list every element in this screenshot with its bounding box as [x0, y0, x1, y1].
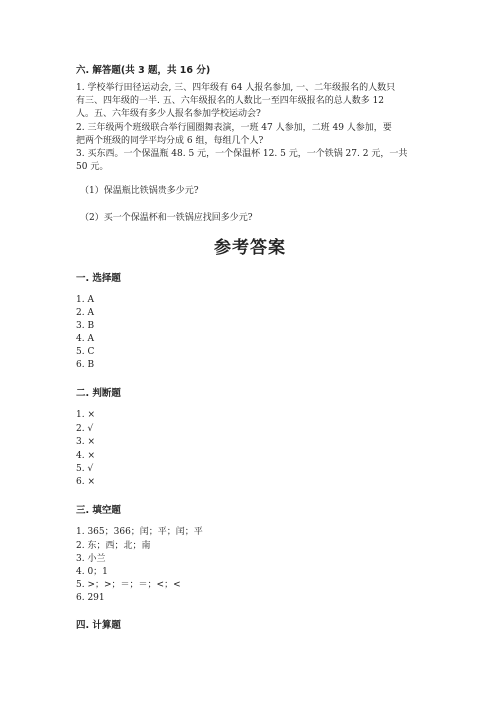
fill-answer: 2. 东；西；北；南 [76, 541, 151, 551]
fill-answer: 3. 小兰 [76, 554, 106, 564]
section6-heading: 六. 解答题(共 3 题，共 16 分) [76, 65, 211, 76]
judge-answer: 6. × [76, 477, 95, 487]
fill-answer: 4. 0；1 [76, 567, 108, 577]
judge-answer: 5. √ [76, 464, 94, 474]
calc-heading: 四. 计算题 [76, 620, 121, 631]
problem-line: 人。五、六年级有多少人报名参加学校运动会? [76, 109, 261, 119]
choice-answer: 3. B [76, 321, 95, 331]
judge-answer: 4. × [76, 451, 95, 461]
problem-line: 1. 学校举行田径运动会, 三、四年级有 64 人报名参加, 一、二年级报名的人数只 [76, 83, 396, 93]
judge-answer: 2. √ [76, 424, 94, 434]
answers-title: 参考答案 [214, 238, 286, 258]
choice-answer: 4. A [76, 334, 94, 344]
judge-answer: 1. × [76, 410, 95, 420]
judge-heading: 二. 判断题 [76, 388, 121, 399]
choice-answer: 5. C [76, 347, 95, 357]
fill-answer: 1. 365；366；闰；平；闰；平 [76, 527, 203, 537]
problem-line: 50 元。 [76, 162, 109, 172]
choice-answer: 1. A [76, 295, 94, 305]
sub-question-1: （1）保温瓶比铁锅贵多少元? [80, 186, 199, 196]
fill-answer: 6. 291 [76, 593, 105, 603]
problem-line: 有三、四年级的一半. 五、六年级报名的人数比一至四年级报名的总人数多 12 [76, 96, 385, 106]
fill-heading: 三. 填空题 [76, 505, 121, 516]
problem-line: 3. 买东西。一个保温瓶 48. 5 元，一个保温杯 12. 5 元，一个铁锅 27. 2 元，一共 [76, 149, 408, 159]
problem-line: 2. 三年级两个班级联合举行圆圈舞表演，一班 47 人参加，二班 49 人参加，要 [76, 123, 392, 133]
choice-answer: 2. A [76, 308, 94, 318]
problem-line: 把两个班级的同学平均分成 6 组，每组几个人? [76, 136, 264, 146]
judge-answer: 3. × [76, 437, 95, 447]
choice-answer: 6. B [76, 360, 95, 370]
choice-heading: 一. 选择题 [76, 273, 121, 284]
fill-answer: 5. >；>；＝；＝；<；< [76, 580, 181, 590]
sub-question-2: （2）买一个保温杯和一铁锅应找回多少元? [80, 213, 253, 223]
